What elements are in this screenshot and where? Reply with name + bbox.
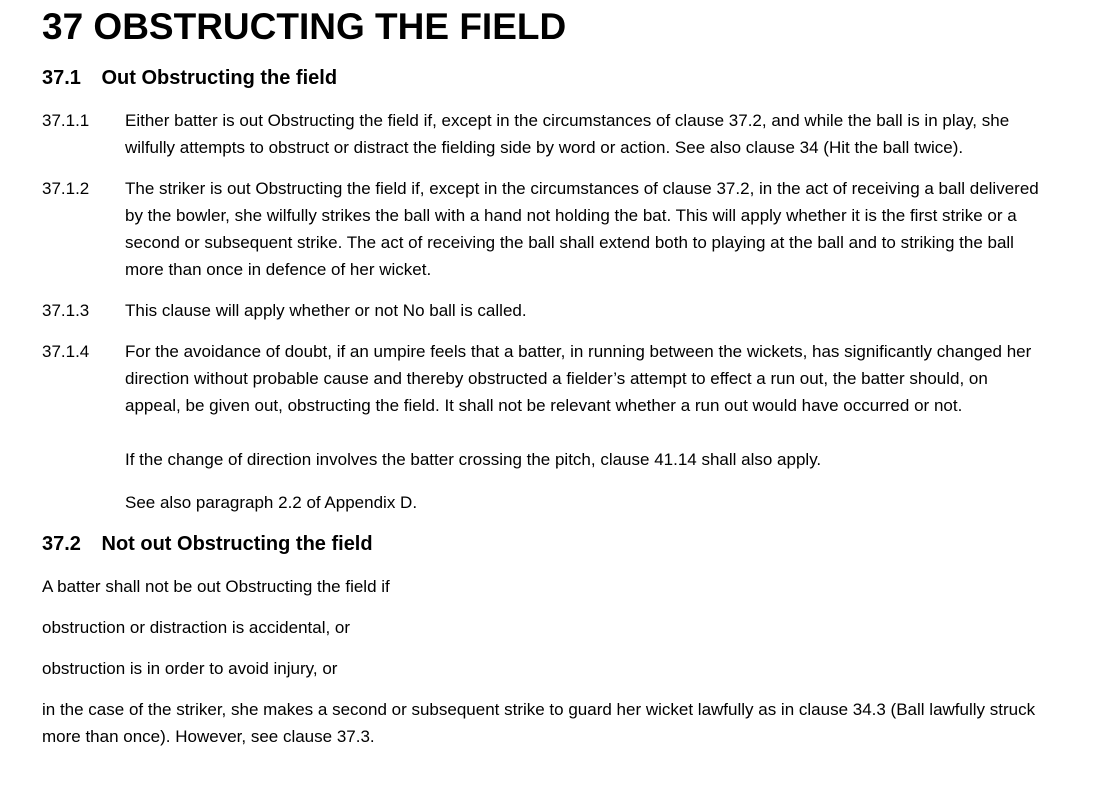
clause-text: The striker is out Obstructing the field if, except in the circumstances of clause 37.2, in the act of receiving a ball delivered by the bowler, she wilfully strikes the ball with a hand not holding the bat. This will apply whether it is the first strike or a second or subsequent strike. The act of receiving the ball shall extend both to playing at the ball and to striking the ball more than once in defence of her wicket. xyxy=(125,178,1039,279)
clause-text: This clause will apply whether or not No ball is called. xyxy=(125,300,527,320)
continuation-paragraph: If the change of direction involves the batter crossing the pitch, clause 41.14 shall also apply. xyxy=(125,449,822,469)
section-number: 37.2 xyxy=(42,532,81,555)
document-title: 37 OBSTRUCTING THE FIELD xyxy=(42,6,567,47)
section-heading-text: Out Obstructing the field xyxy=(101,66,338,89)
clause-row xyxy=(42,175,1058,283)
clause-text: Either batter is out Obstructing the field if, except in the circumstances of clause 37.2, and while the ball is in play, she wilfully attempts to obstruct or distract the fielding side by word or action. See also clause 34 (Hit the ball twice). xyxy=(125,110,1010,157)
body-paragraph: obstruction is in order to avoid injury, or xyxy=(42,658,338,678)
body-paragraph: A batter shall not be out Obstructing the field if xyxy=(42,576,390,596)
section-heading-37-2 xyxy=(42,532,1058,556)
body-paragraph: obstruction or distraction is accidental, or xyxy=(42,617,351,637)
clause-row xyxy=(42,297,1058,324)
clause-row xyxy=(42,338,1058,419)
clause-number: 37.1.4 xyxy=(42,341,90,361)
section-heading-37-1 xyxy=(42,66,1058,90)
clause-text: For the avoidance of doubt, if an umpire feels that a batter, in running between the wickets, has significantly changed her direction without probable cause and thereby obstructed a fielder’s attempt to effect a run out, the batter should, on appeal, be given out, obstructing the field. It shall not be relevant whether a run out would have occurred or not. xyxy=(125,341,1032,415)
clause-number: 37.1.1 xyxy=(42,110,90,130)
continuation-paragraph: See also paragraph 2.2 of Appendix D. xyxy=(125,492,418,512)
clause-row xyxy=(42,107,1058,161)
section-heading-text: Not out Obstructing the field xyxy=(101,532,373,555)
clause-number: 37.1.3 xyxy=(42,300,90,320)
clause-number: 37.1.2 xyxy=(42,178,90,198)
section-number: 37.1 xyxy=(42,66,81,89)
body-paragraph: in the case of the striker, she makes a second or subsequent strike to guard her wicket lawfully as in clause 34.3 (Ball lawfully struck more than once). However, see clause 37.3. xyxy=(42,699,1036,746)
